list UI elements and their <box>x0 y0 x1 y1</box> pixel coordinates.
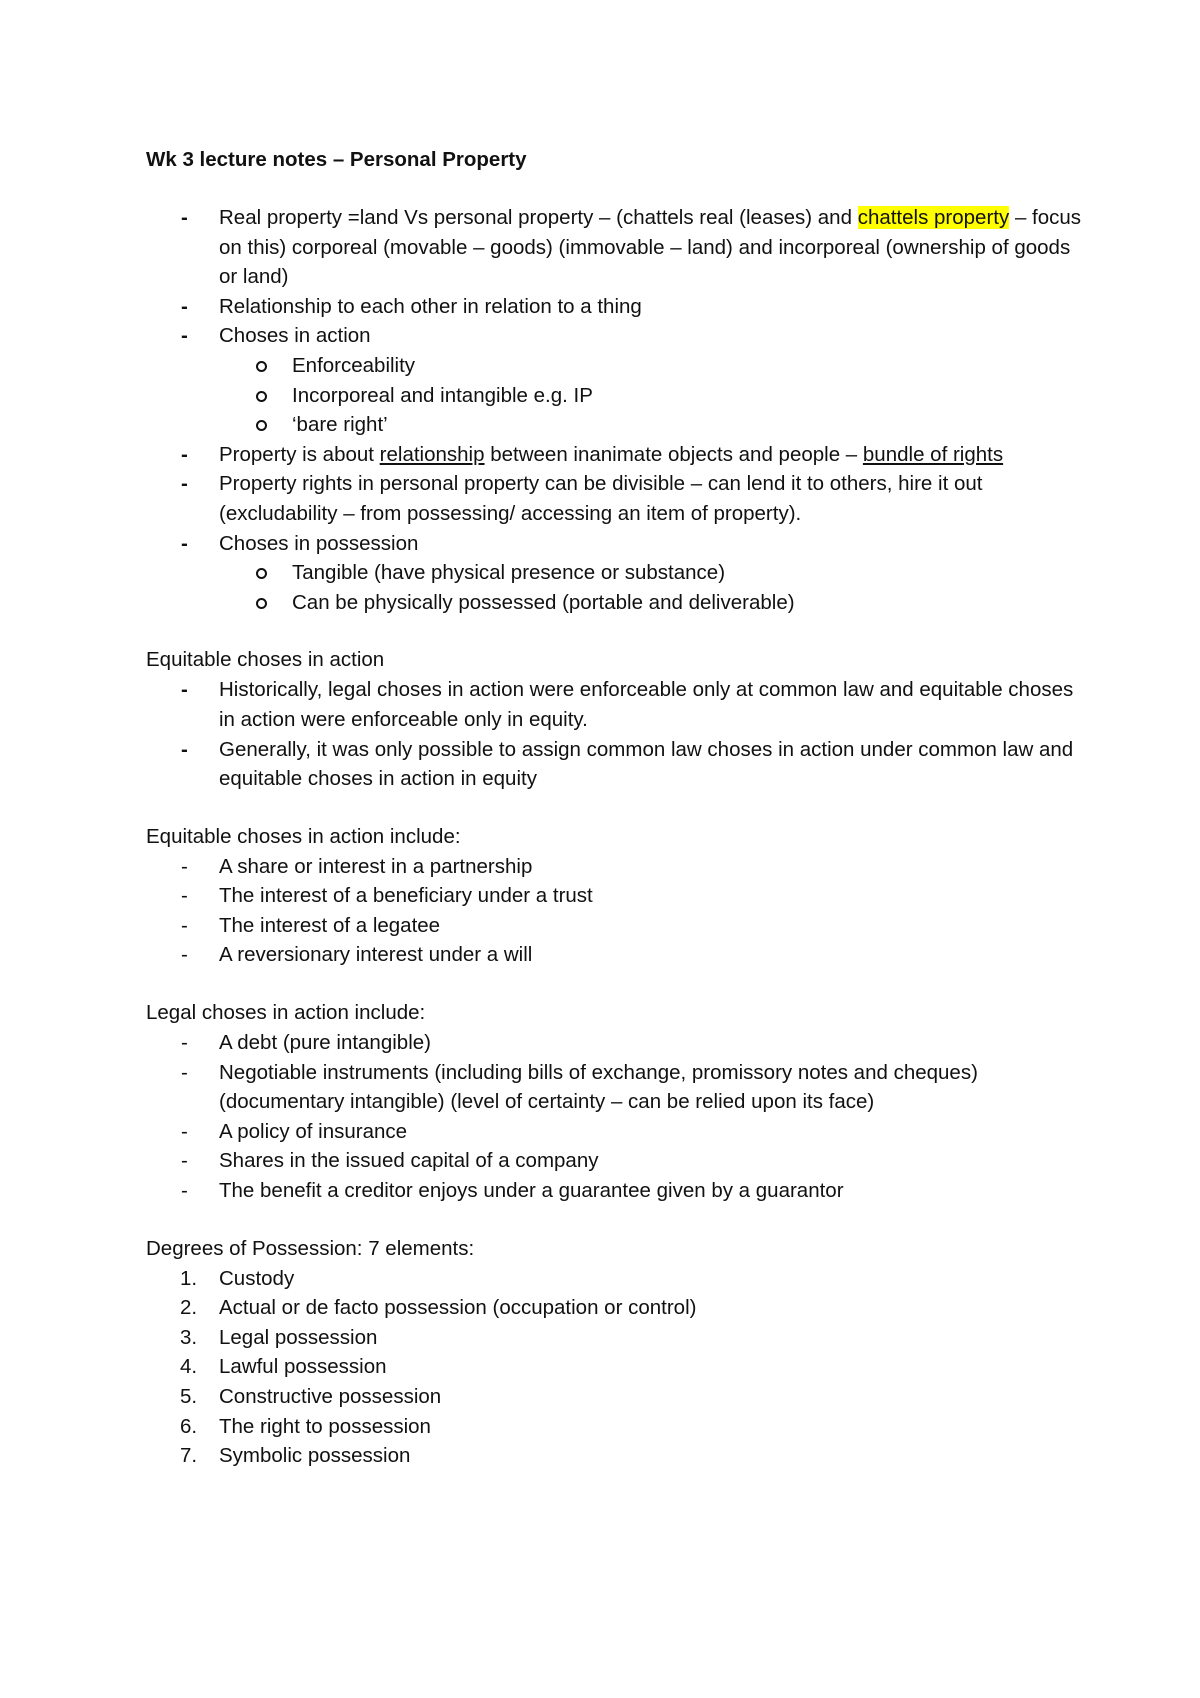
list-item: - Relationship to each other in relation to a thing <box>146 292 1086 322</box>
section-heading: Equitable choses in action include: <box>146 824 461 848</box>
item-number: 5. <box>180 1385 198 1408</box>
circle-bullet-icon <box>256 391 267 402</box>
list-item: - Generally, it was only possible to assign common law choses in action under common law and equitable choses in action in equity <box>146 735 1086 794</box>
dash-bullet: - <box>181 854 188 878</box>
dash-bullet: - <box>181 1179 188 1203</box>
list-item: - Shares in the issued capital of a company <box>146 1146 1086 1176</box>
numbered-item: 7. Symbolic possession <box>146 1441 1086 1471</box>
numbered-item: 1. Custody <box>146 1264 1086 1294</box>
numbered-item: 2. Actual or de facto possession (occupation or control) <box>146 1293 1086 1323</box>
sub-list-item: ‘bare right’ <box>146 410 1086 440</box>
dash-bullet: - <box>181 294 188 318</box>
item-number: 2. <box>180 1296 198 1320</box>
sub-list-item: Incorporeal and intangible e.g. IP <box>146 381 1086 411</box>
item-number: 3. <box>180 1325 198 1349</box>
dash-bullet: - <box>181 206 188 229</box>
circle-bullet-icon <box>256 420 267 431</box>
list-item: - The interest of a legatee <box>146 911 1086 941</box>
underlined-text: bundle of rights <box>862 442 1004 466</box>
dash-bullet: - <box>181 442 188 466</box>
item-number: 7. <box>180 1444 198 1468</box>
underlined-text: relationship <box>379 442 485 466</box>
numbered-item: 6. The right to possession <box>146 1412 1086 1442</box>
numbered-item: 4. Lawful possession <box>146 1352 1086 1382</box>
dash-bullet: - <box>181 1119 188 1143</box>
legal-include-list <box>146 1028 1086 1206</box>
dash-bullet: - <box>181 1031 188 1055</box>
list-item: - A reversionary interest under a will <box>146 940 1086 970</box>
sub-list-item: Tangible (have physical presence or substance) <box>146 558 1086 588</box>
document-content <box>146 145 1086 1471</box>
list-item: - A debt (pure intangible) <box>146 1028 1086 1058</box>
list-item: - Historically, legal choses in action were enforceable only at common law and equitable choses in action were enforceable only in equity. <box>146 675 1086 734</box>
dash-bullet: - <box>181 324 188 348</box>
numbered-item: 3. Legal possession <box>146 1323 1086 1353</box>
equitable-list <box>146 675 1086 793</box>
equitable-include-list <box>146 852 1086 970</box>
sub-list-item: Can be physically possessed (portable and deliverable) <box>146 588 1086 618</box>
document-title: Wk 3 lecture notes – Personal Property <box>146 148 527 171</box>
section-heading: Equitable choses in action <box>146 648 385 672</box>
dash-bullet: - <box>181 943 188 967</box>
list-item: - Choses in possession <box>146 529 1086 559</box>
list-item: - Property is about relationship between inanimate objects and people – bundle of rights <box>146 440 1086 470</box>
section-heading: Degrees of Possession: 7 elements: <box>146 1236 475 1260</box>
item-number: 4. <box>180 1355 198 1379</box>
dash-bullet: - <box>181 737 188 761</box>
circle-bullet-icon <box>256 568 267 579</box>
item-number: 6. <box>180 1414 198 1438</box>
list-item: - Property rights in personal property can be divisible – can lend it to others, hire it out (excludability – from possessing/ accessing an item of property). <box>146 469 1086 528</box>
degrees-list <box>146 1264 1086 1471</box>
dash-bullet: - <box>181 531 188 555</box>
list-item: - Real property =land Vs personal property – (chattels real (leases) and chattels property – focus on this) corporeal (movable – goods) (immovable – land) and incorporeal (ownership of goods or land) <box>146 203 1086 292</box>
list-item: - The interest of a beneficiary under a trust <box>146 881 1086 911</box>
dash-bullet: - <box>181 1149 188 1173</box>
dash-bullet: - <box>181 472 188 496</box>
sub-list-item: Enforceability <box>146 351 1086 381</box>
dash-bullet: - <box>181 913 188 937</box>
list-item: - A policy of insurance <box>146 1117 1086 1147</box>
dash-bullet: - <box>181 884 188 908</box>
list-item: - The benefit a creditor enjoys under a guarantee given by a guarantor <box>146 1176 1086 1206</box>
highlighted-text: chattels property <box>857 206 1010 229</box>
list-item: - Negotiable instruments (including bills of exchange, promissory notes and cheques) (documentary intangible) (level of certainty – can be relied upon its face) <box>146 1058 1086 1117</box>
dash-bullet: - <box>181 678 188 702</box>
dash-bullet: - <box>181 1060 188 1084</box>
circle-bullet-icon <box>256 361 267 372</box>
list-item: - A share or interest in a partnership <box>146 852 1086 882</box>
list-item: - Choses in action <box>146 321 1086 351</box>
main-notes-list <box>146 203 1086 617</box>
section-heading: Legal choses in action include: <box>146 1001 426 1025</box>
item-number: 1. <box>180 1266 198 1290</box>
numbered-item: 5. Constructive possession <box>146 1382 1086 1412</box>
circle-bullet-icon <box>256 598 267 609</box>
